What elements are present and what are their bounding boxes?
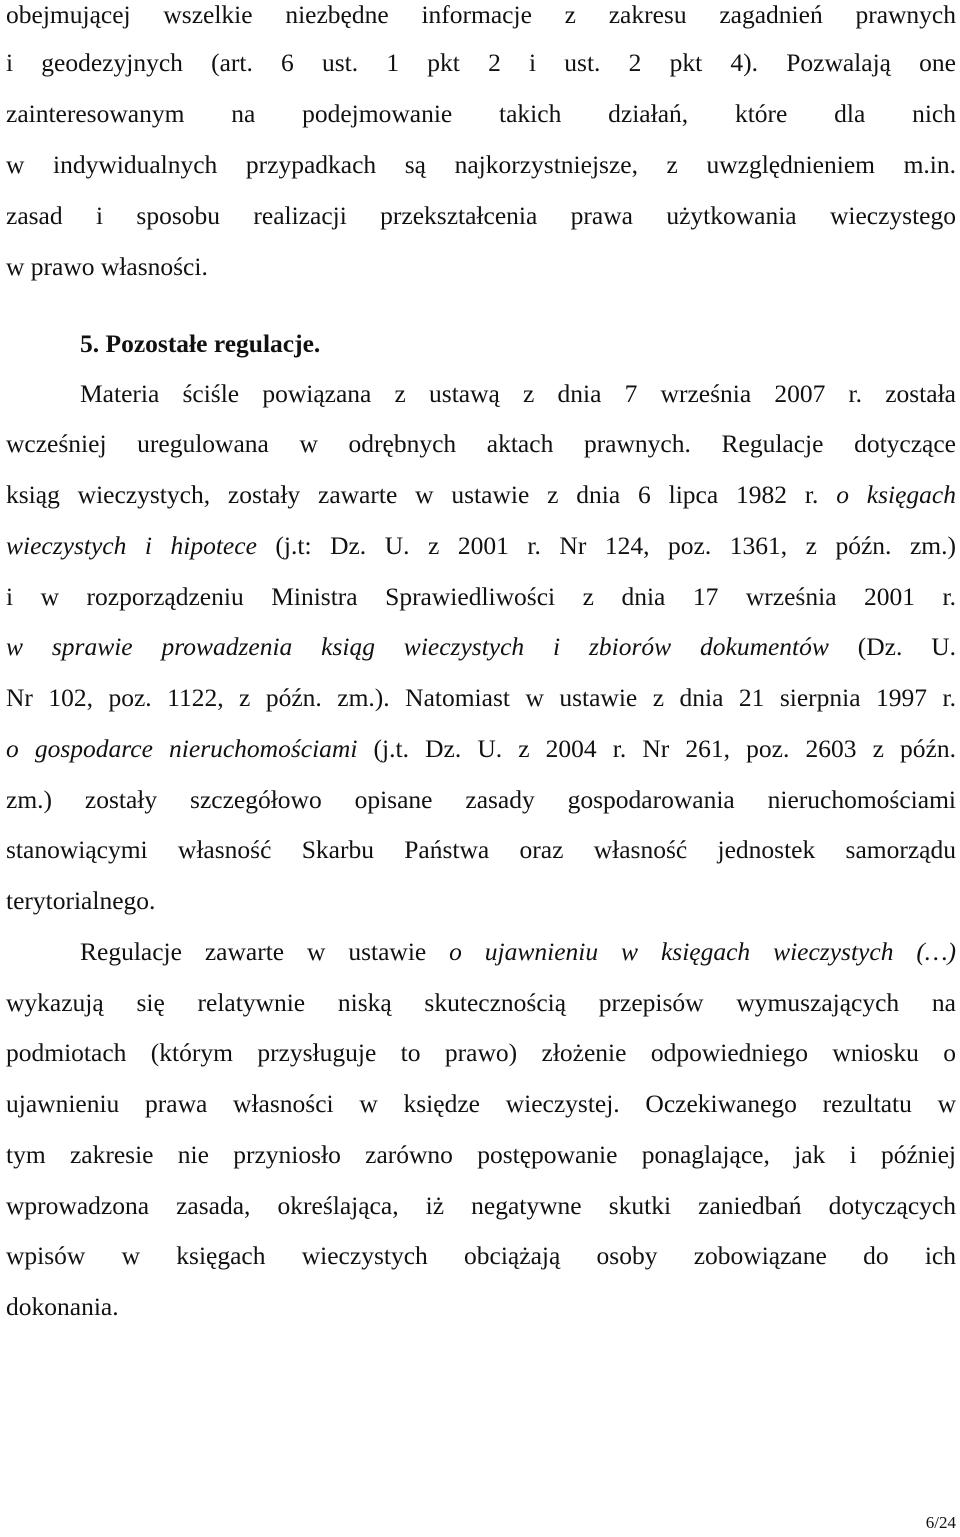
paragraph-line: w prawo własności. (6, 252, 208, 281)
paragraph-line: ksiąg wieczystych, zostały zawarte w ustawie z dnia 6 lipca 1982 r. o księgach (6, 480, 956, 509)
paragraph-line: zasad i sposobu realizacji przekształcenia prawa użytkowania wieczystego (6, 201, 956, 230)
paragraph-line: w sprawie prowadzenia ksiąg wieczystych i zbiorów dokumentów (Dz. U. (6, 632, 956, 661)
page-number: 6/24 (925, 1513, 956, 1532)
paragraph-line: terytorialnego. (6, 886, 156, 915)
paragraph-line: tym zakresie nie przyniosło zarówno postępowanie ponaglające, jak i później (6, 1140, 956, 1169)
paragraph-line: wpisów w księgach wieczystych obciążają osoby zobowiązane do ich (6, 1241, 956, 1270)
paragraph-line: Regulacje zawarte w ustawie o ujawnieniu w księgach wieczystych (…) (80, 937, 957, 966)
paragraph-line: o gospodarce nieruchomościami (j.t. Dz. U. z 2004 r. Nr 261, poz. 2603 z późn. (6, 734, 956, 763)
paragraph-line: wcześniej uregulowana w odrębnych aktach prawnych. Regulacje dotyczące (6, 429, 956, 458)
paragraph-line: Nr 102, poz. 1122, z późn. zm.). Natomiast w ustawie z dnia 21 sierpnia 1997 r. (6, 683, 956, 712)
section-heading: 5. Pozostałe regulacje. (80, 329, 321, 358)
paragraph-line: i geodezyjnych (art. 6 ust. 1 pkt 2 i ust. 2 pkt 4). Pozwalają one (6, 48, 956, 77)
paragraph-line: zainteresowanym na podejmowanie takich działań, które dla nich (6, 99, 956, 128)
paragraph-line: wieczystych i hipotece (j.t: Dz. U. z 2001 r. Nr 124, poz. 1361, z późn. zm.) (6, 531, 956, 560)
paragraph-line: dokonania. (6, 1292, 119, 1321)
paragraph-line: wykazują się relatywnie niską skutecznością przepisów wymuszających na (6, 988, 956, 1017)
paragraph-line: i w rozporządzeniu Ministra Sprawiedliwości z dnia 17 września 2001 r. (6, 582, 956, 611)
paragraph-line: zm.) zostały szczegółowo opisane zasady gospodarowania nieruchomościami (6, 785, 956, 814)
paragraph-line: ujawnieniu prawa własności w księdze wieczystej. Oczekiwanego rezultatu w (6, 1089, 956, 1118)
paragraph-line: obejmującej wszelkie niezbędne informacje z zakresu zagadnień prawnych (6, 0, 956, 29)
paragraph-line: wprowadzona zasada, określająca, iż negatywne skutki zaniedbań dotyczących (6, 1191, 956, 1220)
paragraph-line: Materia ściśle powiązana z ustawą z dnia 7 września 2007 r. została (80, 379, 956, 408)
paragraph-line: podmiotach (którym przysługuje to prawo) złożenie odpowiedniego wniosku o (6, 1038, 956, 1067)
paragraph-line: stanowiącymi własność Skarbu Państwa oraz własność jednostek samorządu (6, 835, 956, 864)
paragraph-line: w indywidualnych przypadkach są najkorzystniejsze, z uwzględnieniem m.in. (6, 150, 956, 179)
